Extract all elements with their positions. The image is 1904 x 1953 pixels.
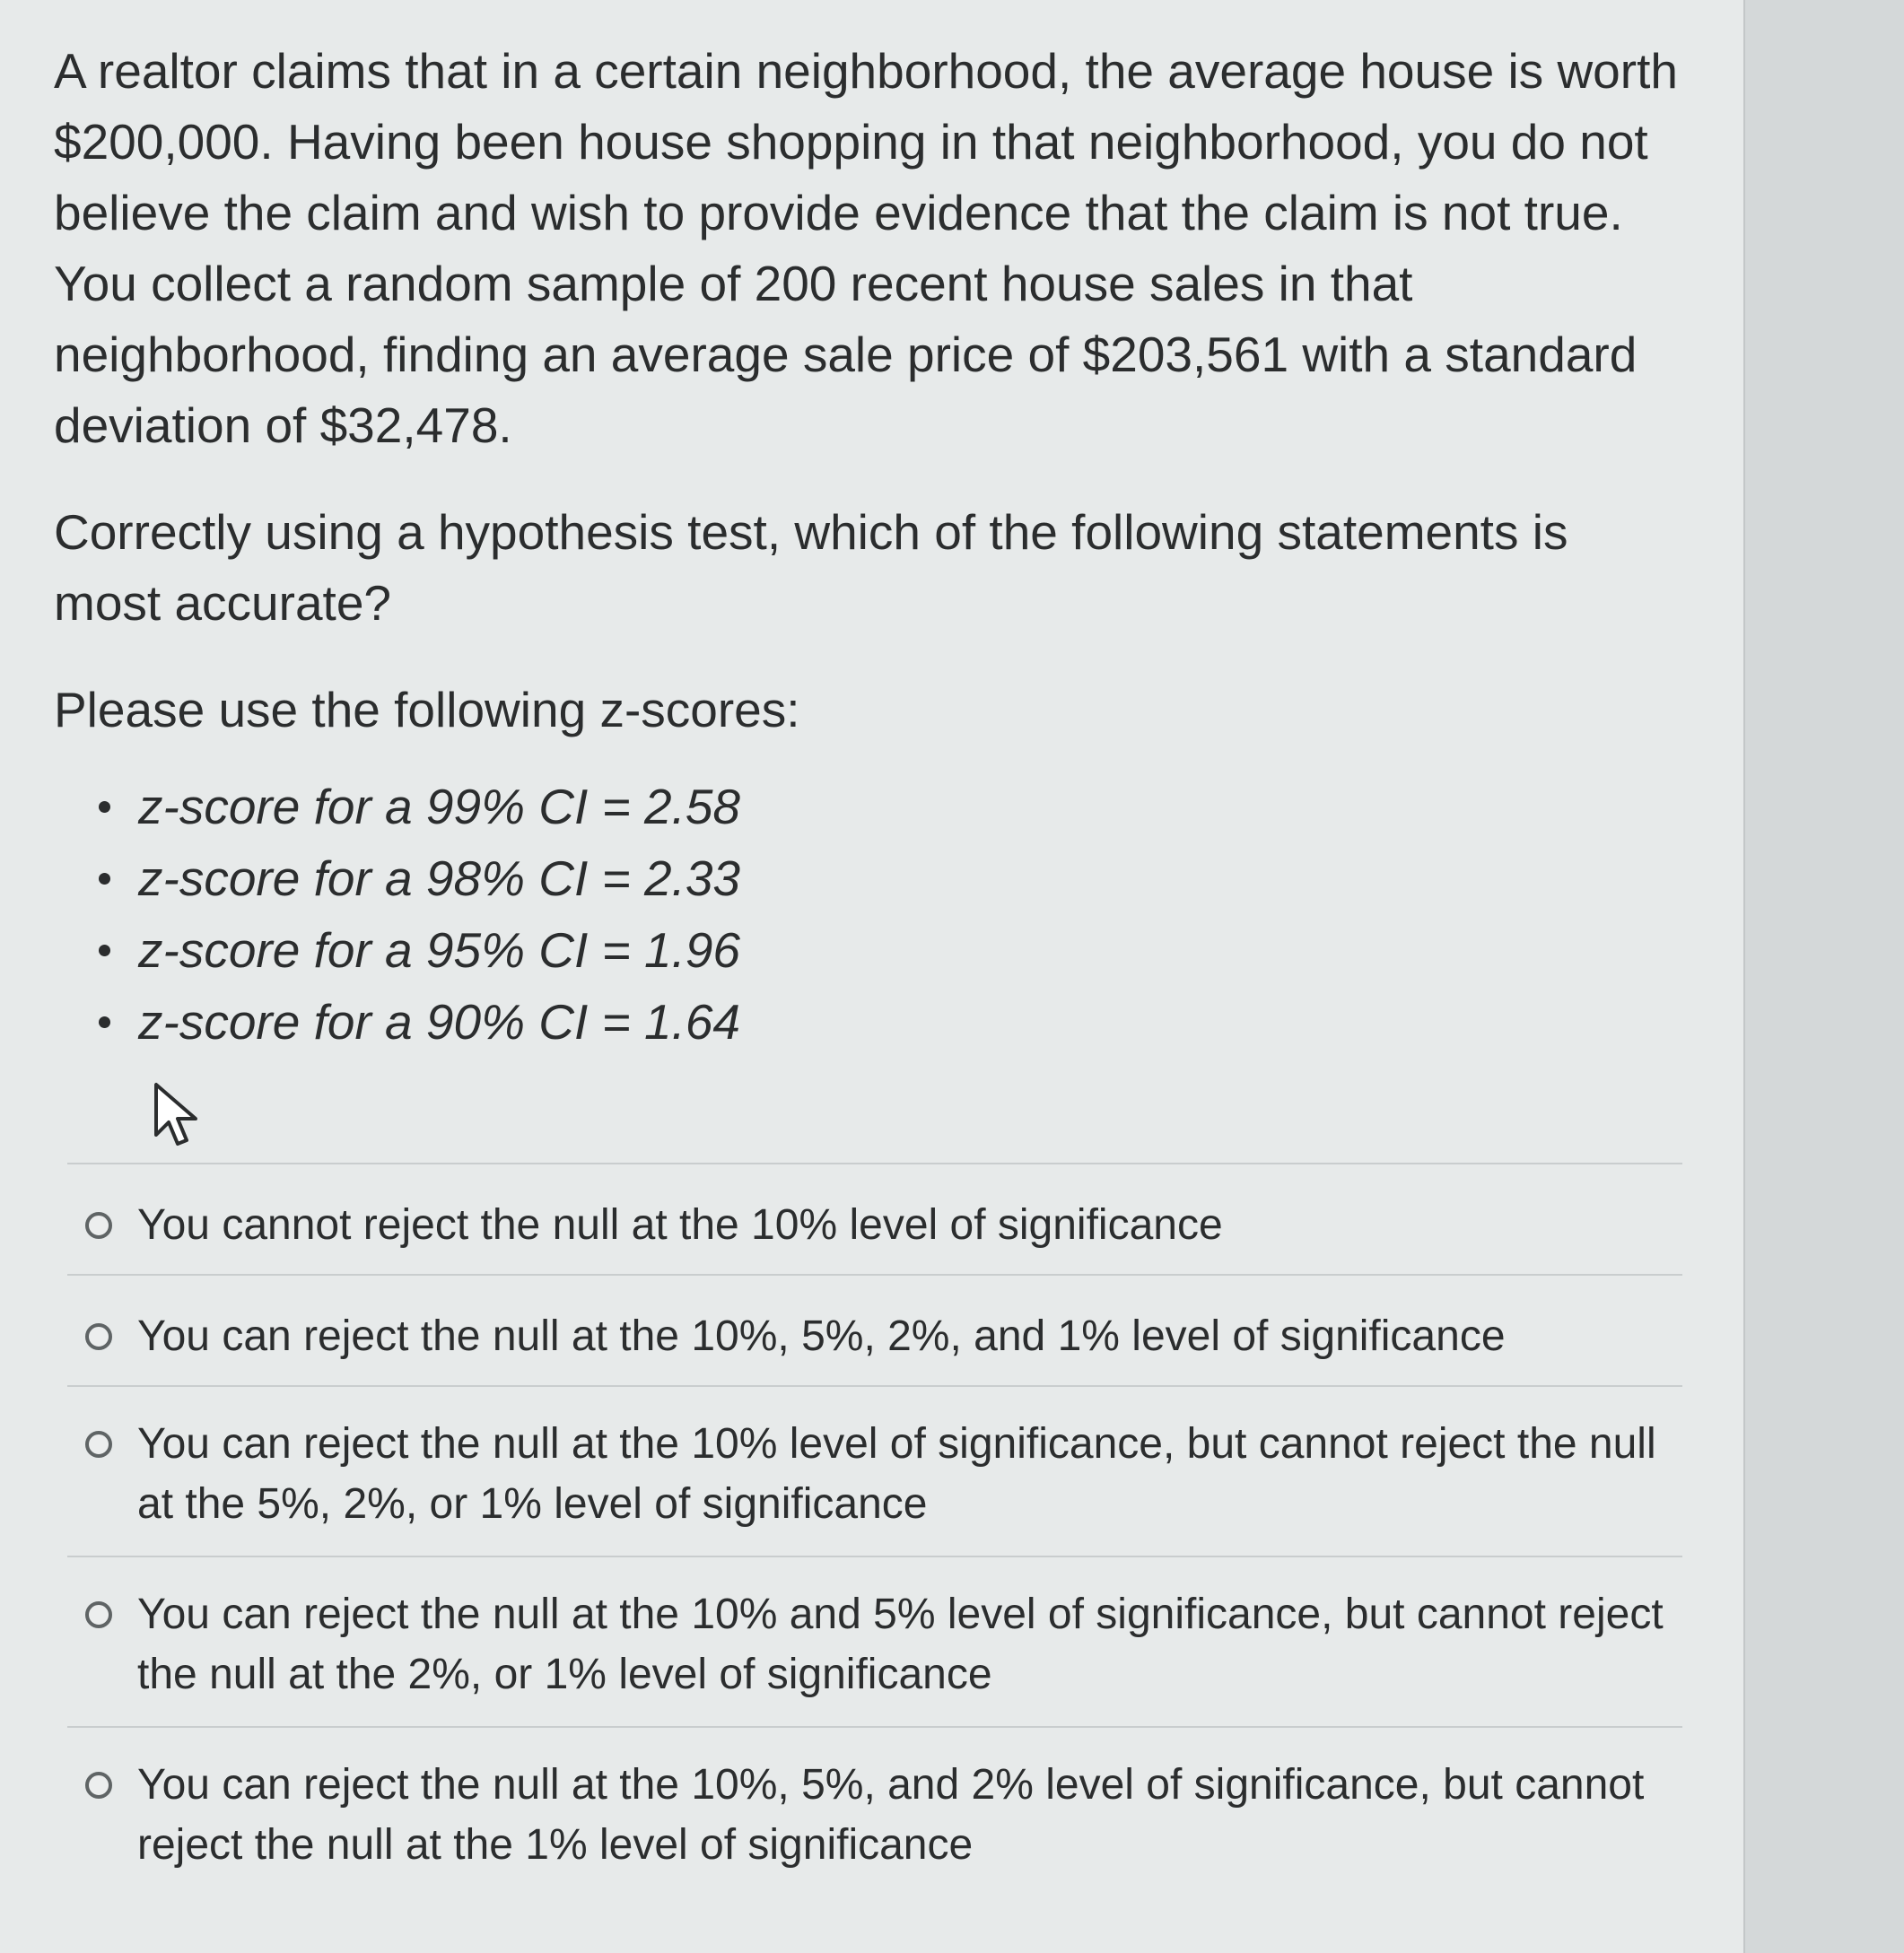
question-stem: A realtor claims that in a certain neighborhood, the average house is worth $200,000. Having been house shopping in that neighborhood, you do not believe the claim and wish to provide evidence that the claim is not true. You collect a random sample of 200 recent house sales in that neighborhood, finding an average sale price of $203,561 with a standard deviation of $32,478. — [54, 43, 1678, 453]
zscore-text: z-score for a 99% CI = 2.58 — [138, 779, 741, 834]
zscore-item — [99, 842, 1678, 914]
radio-unselected-icon[interactable] — [85, 1772, 112, 1799]
zscore-item — [99, 914, 1678, 986]
screen-background — [1745, 0, 1904, 1953]
answer-option-label[interactable]: You can reject the null at the 10% and 5% level of significance, but cannot reject the null at the 2%, or 1% level of significance — [137, 1591, 1664, 1698]
answer-option-label[interactable]: You can reject the null at the 10% level of significance, but cannot reject the null at the 5%, 2%, or 1% level of significance — [137, 1420, 1656, 1528]
bullet-icon — [99, 801, 110, 813]
zscore-item — [99, 986, 1678, 1058]
answer-option-label[interactable]: You cannot reject the null at the 10% level of significance — [137, 1201, 1223, 1249]
mouse-pointer-icon — [151, 1081, 205, 1153]
answer-option-label[interactable]: You can reject the null at the 10%, 5%, 2%, and 1% level of significance — [137, 1312, 1506, 1360]
question-prompt: Correctly using a hypothesis test, which of the following statements is most accurate? — [54, 504, 1568, 631]
bullet-icon — [99, 1016, 110, 1028]
answer-option[interactable] — [67, 1274, 1682, 1385]
zscore-item — [99, 771, 1678, 842]
zscore-text: z-score for a 90% CI = 1.64 — [138, 994, 741, 1050]
radio-unselected-icon[interactable] — [85, 1431, 112, 1458]
zscores-heading: Please use the following z-scores: — [54, 682, 800, 737]
answer-option[interactable] — [67, 1163, 1682, 1274]
answer-option[interactable] — [67, 1556, 1682, 1726]
radio-unselected-icon[interactable] — [85, 1601, 112, 1628]
answer-option[interactable] — [67, 1726, 1682, 1896]
answer-option[interactable] — [67, 1385, 1682, 1556]
zscore-text: z-score for a 98% CI = 2.33 — [138, 850, 741, 906]
bullet-icon — [99, 873, 110, 885]
answer-option-label[interactable]: You can reject the null at the 10%, 5%, and 2% level of significance, but cannot reject the null at the 1% level of significance — [137, 1761, 1645, 1869]
radio-unselected-icon[interactable] — [85, 1212, 112, 1239]
radio-unselected-icon[interactable] — [85, 1323, 112, 1350]
question-content — [54, 36, 1678, 1058]
answer-options — [67, 1163, 1682, 1896]
zscores-list — [54, 771, 1678, 1058]
zscore-text: z-score for a 95% CI = 1.96 — [138, 922, 741, 978]
bullet-icon — [99, 945, 110, 956]
